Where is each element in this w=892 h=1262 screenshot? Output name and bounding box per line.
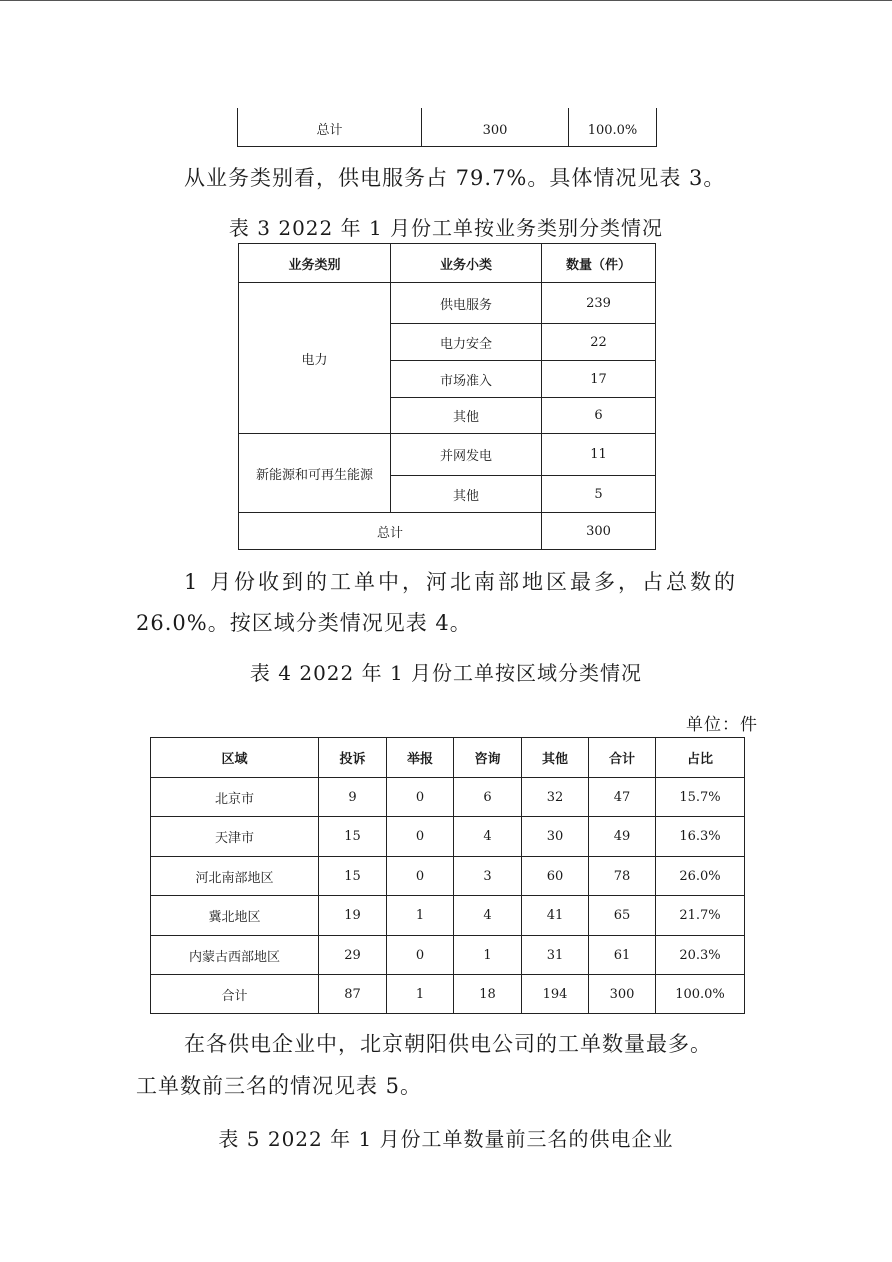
table-row xyxy=(151,896,745,936)
table3-sub: 电力安全 xyxy=(391,324,542,361)
table4-cell: 内蒙古西部地区 xyxy=(151,936,319,975)
table5-caption: 表 5 2022 年 1 月份工单数量前三名的供电企业 xyxy=(218,1127,674,1151)
table4-cell: 15.7% xyxy=(656,778,745,817)
table3-sub: 供电服务 xyxy=(391,283,542,324)
table2-total-count: 300 xyxy=(482,123,508,138)
table3-sub: 并网发电 xyxy=(391,434,542,476)
table3-count: 22 xyxy=(542,324,656,361)
table4-cell: 15 xyxy=(319,857,387,896)
table2-total-pct: 100.0% xyxy=(587,123,638,138)
table4-cell: 1 xyxy=(454,936,522,975)
table4-cell: 19 xyxy=(319,896,387,936)
table4-caption: 表 4 2022 年 1 月份工单按区域分类情况 xyxy=(249,661,643,685)
table4-cell: 4 xyxy=(454,896,522,936)
table-row xyxy=(151,817,745,857)
table4-header-complaint: 投诉 xyxy=(319,738,387,778)
table4-cell: 47 xyxy=(589,778,656,817)
table4-cell: 41 xyxy=(522,896,589,936)
table3-sub: 其他 xyxy=(391,476,542,513)
table4-cell: 4 xyxy=(454,817,522,857)
paragraph-region-line2: 26.0%。按区域分类情况见表 4。 xyxy=(136,611,472,635)
table4-cell: 0 xyxy=(387,778,454,817)
table4-cell: 18 xyxy=(454,975,522,1014)
table2-total-label: 总计 xyxy=(316,123,343,138)
paragraph-region-line1: 1 月份收到的工单中，河北南部地区最多，占总数的 xyxy=(184,570,739,594)
table4-header-other: 其他 xyxy=(522,738,589,778)
table4-cell: 100.0% xyxy=(656,975,745,1014)
table4-cell: 29 xyxy=(319,936,387,975)
table2-total-row xyxy=(237,108,657,147)
table4-cell: 冀北地区 xyxy=(151,896,319,936)
table3-count: 6 xyxy=(542,398,656,434)
table4-cell: 1 xyxy=(387,896,454,936)
table4-cell: 3 xyxy=(454,857,522,896)
table4-cell: 1 xyxy=(387,975,454,1014)
table4-header-inquiry: 咨询 xyxy=(454,738,522,778)
table3-sub: 其他 xyxy=(391,398,542,434)
table4-cell: 0 xyxy=(387,936,454,975)
table3-header-subcategory: 业务小类 xyxy=(391,244,542,283)
table3-total-label: 总计 xyxy=(239,513,542,550)
table3-count: 17 xyxy=(542,361,656,398)
table4-cell: 65 xyxy=(589,896,656,936)
paragraph-supplier-line2: 工单数前三名的情况见表 5。 xyxy=(136,1074,423,1098)
table4-cell: 60 xyxy=(522,857,589,896)
table4-cell: 河北南部地区 xyxy=(151,857,319,896)
table3-category-power: 电力 xyxy=(239,283,391,434)
table3-caption: 表 3 2022 年 1 月份工单按业务类别分类情况 xyxy=(228,216,664,240)
paragraph-supplier-line1: 在各供电企业中，北京朝阳供电公司的工单数量最多。 xyxy=(184,1032,712,1056)
page-top-rule xyxy=(0,0,892,1)
table4-cell: 78 xyxy=(589,857,656,896)
table4-cell: 61 xyxy=(589,936,656,975)
table4-cell: 20.3% xyxy=(656,936,745,975)
table-row xyxy=(151,778,745,817)
table3-header-category: 业务类别 xyxy=(239,244,391,283)
table3-sub: 市场准入 xyxy=(391,361,542,398)
table4-cell: 北京市 xyxy=(151,778,319,817)
table4-cell: 31 xyxy=(522,936,589,975)
table4-cell: 9 xyxy=(319,778,387,817)
table4-cell: 0 xyxy=(387,857,454,896)
table4-region xyxy=(150,737,745,1014)
table4-cell: 30 xyxy=(522,817,589,857)
table3-business-category xyxy=(238,243,656,550)
table4-cell: 32 xyxy=(522,778,589,817)
table4-cell: 87 xyxy=(319,975,387,1014)
table-row xyxy=(151,857,745,896)
table4-cell: 194 xyxy=(522,975,589,1014)
table3-count: 5 xyxy=(542,476,656,513)
table4-cell: 49 xyxy=(589,817,656,857)
table4-unit: 单位：件 xyxy=(686,715,758,735)
table4-cell: 合计 xyxy=(151,975,319,1014)
paragraph-business-category: 从业务类别看，供电服务占 79.7%。具体情况见表 3。 xyxy=(184,166,726,190)
table4-cell: 16.3% xyxy=(656,817,745,857)
table4-cell: 300 xyxy=(589,975,656,1014)
table4-header-share: 占比 xyxy=(656,738,745,778)
table3-category-new-energy: 新能源和可再生能源 xyxy=(239,434,391,513)
table4-header-total: 合计 xyxy=(589,738,656,778)
table3-header-count: 数量（件） xyxy=(542,244,656,283)
table4-cell: 天津市 xyxy=(151,817,319,857)
table4-cell: 15 xyxy=(319,817,387,857)
table4-cell: 0 xyxy=(387,817,454,857)
table-row xyxy=(151,975,745,1014)
table4-header-report: 举报 xyxy=(387,738,454,778)
table-row xyxy=(151,936,745,975)
table4-cell: 26.0% xyxy=(656,857,745,896)
table4-header-region: 区域 xyxy=(151,738,319,778)
table4-cell: 6 xyxy=(454,778,522,817)
table3-count: 11 xyxy=(542,434,656,476)
table4-cell: 21.7% xyxy=(656,896,745,936)
table3-total-count: 300 xyxy=(542,513,656,550)
table3-count: 239 xyxy=(542,283,656,324)
